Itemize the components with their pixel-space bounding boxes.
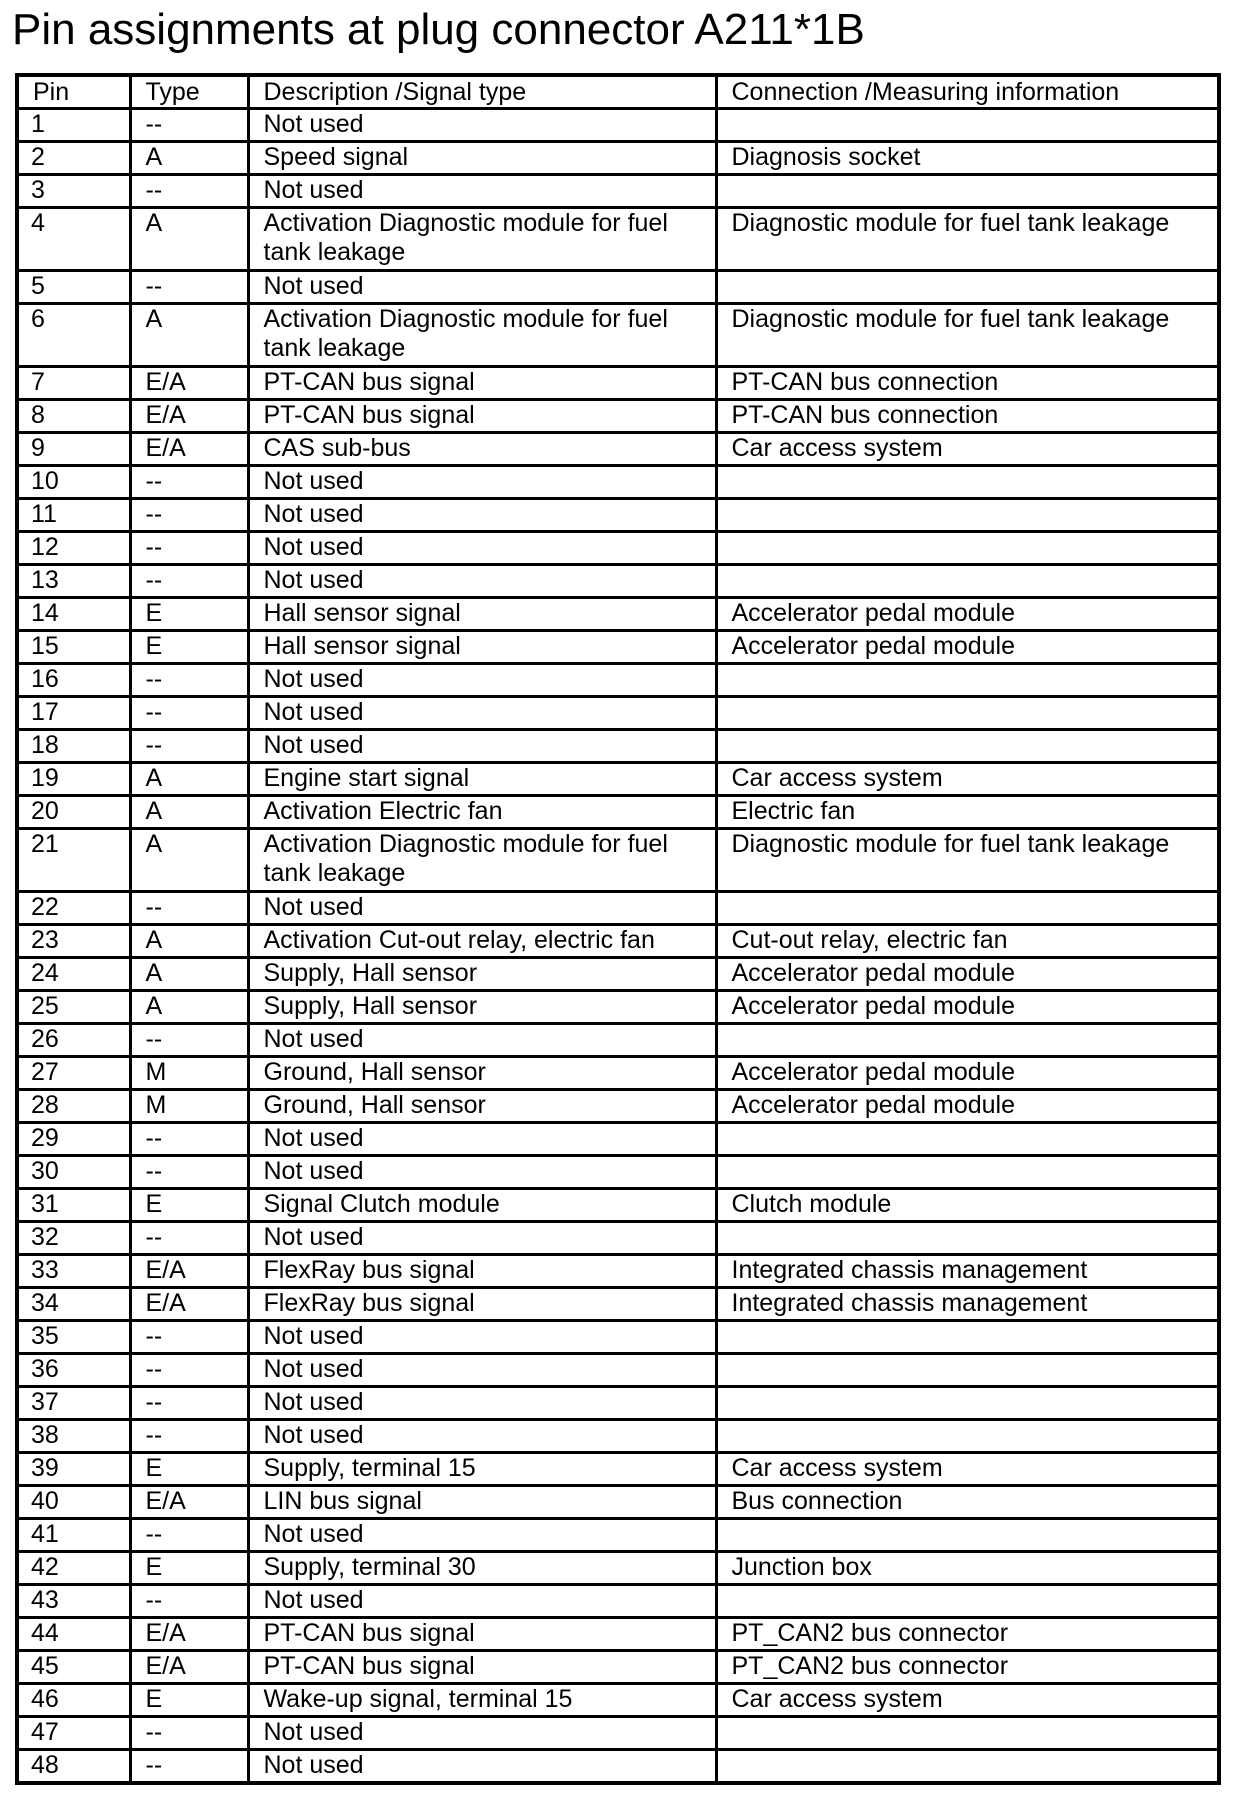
type-cell: --: [130, 532, 248, 565]
pin-cell: 5: [17, 271, 130, 304]
description-cell: Not used: [248, 664, 716, 697]
pin-cell: 25: [17, 991, 130, 1024]
connection-cell: [716, 271, 1219, 304]
pin-cell: 6: [17, 304, 130, 367]
table-row: [17, 796, 1219, 829]
description-cell: Supply, Hall sensor: [248, 958, 716, 991]
type-cell: E/A: [130, 400, 248, 433]
pin-cell: 41: [17, 1519, 130, 1552]
pin-cell: 16: [17, 664, 130, 697]
table-row: [17, 1057, 1219, 1090]
pin-cell: 32: [17, 1222, 130, 1255]
type-cell: E/A: [130, 367, 248, 400]
table-row: [17, 1288, 1219, 1321]
description-cell: Ground, Hall sensor: [248, 1090, 716, 1123]
table-row: [17, 1750, 1219, 1784]
description-cell: Ground, Hall sensor: [248, 1057, 716, 1090]
table-row: [17, 433, 1219, 466]
type-cell: --: [130, 1750, 248, 1784]
connection-cell: [716, 1387, 1219, 1420]
table-row: [17, 565, 1219, 598]
description-cell: PT-CAN bus signal: [248, 400, 716, 433]
header-connection: Connection /Measuring information: [716, 75, 1219, 109]
table-row: [17, 271, 1219, 304]
type-cell: --: [130, 664, 248, 697]
table-body: [17, 109, 1219, 1784]
type-cell: --: [130, 1024, 248, 1057]
connection-cell: [716, 466, 1219, 499]
connection-cell: Junction box: [716, 1552, 1219, 1585]
table-row: [17, 1552, 1219, 1585]
header-description: Description /Signal type: [248, 75, 716, 109]
connection-cell: Car access system: [716, 433, 1219, 466]
description-cell: Wake-up signal, terminal 15: [248, 1684, 716, 1717]
type-cell: --: [130, 1387, 248, 1420]
type-cell: --: [130, 109, 248, 142]
type-cell: --: [130, 1519, 248, 1552]
pin-cell: 11: [17, 499, 130, 532]
connection-cell: Integrated chassis management: [716, 1255, 1219, 1288]
type-cell: E/A: [130, 1486, 248, 1519]
connection-cell: [716, 1420, 1219, 1453]
table-row: [17, 1519, 1219, 1552]
table-row: [17, 499, 1219, 532]
table-row: [17, 1717, 1219, 1750]
type-cell: E/A: [130, 1651, 248, 1684]
description-cell: Not used: [248, 1024, 716, 1057]
table-row: [17, 664, 1219, 697]
description-cell: Not used: [248, 1156, 716, 1189]
pin-cell: 38: [17, 1420, 130, 1453]
connection-cell: [716, 1222, 1219, 1255]
pin-cell: 10: [17, 466, 130, 499]
connection-cell: Car access system: [716, 1453, 1219, 1486]
pin-cell: 26: [17, 1024, 130, 1057]
connection-cell: Accelerator pedal module: [716, 958, 1219, 991]
connection-cell: Accelerator pedal module: [716, 1057, 1219, 1090]
type-cell: --: [130, 1420, 248, 1453]
pin-cell: 4: [17, 208, 130, 271]
header-type: Type: [130, 75, 248, 109]
description-cell: FlexRay bus signal: [248, 1288, 716, 1321]
type-cell: E/A: [130, 433, 248, 466]
pin-cell: 13: [17, 565, 130, 598]
description-cell: Not used: [248, 532, 716, 565]
type-cell: E: [130, 598, 248, 631]
description-cell: Not used: [248, 109, 716, 142]
connection-cell: Diagnostic module for fuel tank leakage: [716, 304, 1219, 367]
type-cell: --: [130, 730, 248, 763]
pin-cell: 17: [17, 697, 130, 730]
connection-cell: [716, 697, 1219, 730]
connection-cell: Accelerator pedal module: [716, 991, 1219, 1024]
table-row: [17, 466, 1219, 499]
description-cell: Not used: [248, 1354, 716, 1387]
description-cell: Not used: [248, 466, 716, 499]
table-row: [17, 400, 1219, 433]
connection-cell: [716, 565, 1219, 598]
table-row: [17, 1618, 1219, 1651]
description-cell: Not used: [248, 1420, 716, 1453]
pin-cell: 36: [17, 1354, 130, 1387]
description-cell: Not used: [248, 1585, 716, 1618]
type-cell: --: [130, 1123, 248, 1156]
table-row: [17, 991, 1219, 1024]
table-row: [17, 367, 1219, 400]
connection-cell: Cut-out relay, electric fan: [716, 925, 1219, 958]
connection-cell: Accelerator pedal module: [716, 1090, 1219, 1123]
table-row: [17, 598, 1219, 631]
connection-cell: Diagnostic module for fuel tank leakage: [716, 208, 1219, 271]
table-row: [17, 1420, 1219, 1453]
connection-cell: PT_CAN2 bus connector: [716, 1618, 1219, 1651]
type-cell: A: [130, 142, 248, 175]
description-cell: PT-CAN bus signal: [248, 1618, 716, 1651]
table-header-row: [17, 75, 1219, 109]
pin-cell: 42: [17, 1552, 130, 1585]
table-row: [17, 829, 1219, 892]
connection-cell: Diagnosis socket: [716, 142, 1219, 175]
type-cell: --: [130, 1222, 248, 1255]
connection-cell: [716, 499, 1219, 532]
pin-cell: 40: [17, 1486, 130, 1519]
pin-cell: 20: [17, 796, 130, 829]
connection-cell: [716, 175, 1219, 208]
connection-cell: [716, 1024, 1219, 1057]
type-cell: --: [130, 1156, 248, 1189]
type-cell: --: [130, 175, 248, 208]
description-cell: Activation Diagnostic module for fuel tank leakage: [248, 304, 716, 367]
pin-cell: 8: [17, 400, 130, 433]
type-cell: A: [130, 958, 248, 991]
pin-cell: 28: [17, 1090, 130, 1123]
type-cell: M: [130, 1090, 248, 1123]
description-cell: Hall sensor signal: [248, 631, 716, 664]
table-row: [17, 1651, 1219, 1684]
pin-cell: 19: [17, 763, 130, 796]
table-row: [17, 730, 1219, 763]
pin-cell: 46: [17, 1684, 130, 1717]
pin-cell: 18: [17, 730, 130, 763]
table-row: [17, 1387, 1219, 1420]
connection-cell: Car access system: [716, 763, 1219, 796]
description-cell: Not used: [248, 1519, 716, 1552]
connection-cell: [716, 1123, 1219, 1156]
connection-cell: Car access system: [716, 1684, 1219, 1717]
type-cell: --: [130, 565, 248, 598]
connection-cell: [716, 664, 1219, 697]
page-title: Pin assignments at plug connector A211*1B: [12, 5, 865, 54]
type-cell: A: [130, 991, 248, 1024]
description-cell: Supply, terminal 30: [248, 1552, 716, 1585]
pin-cell: 47: [17, 1717, 130, 1750]
connection-cell: Diagnostic module for fuel tank leakage: [716, 829, 1219, 892]
type-cell: --: [130, 892, 248, 925]
table-row: [17, 892, 1219, 925]
table-row: [17, 175, 1219, 208]
table-row: [17, 631, 1219, 664]
table-row: [17, 304, 1219, 367]
pin-cell: 7: [17, 367, 130, 400]
pin-cell: 37: [17, 1387, 130, 1420]
connection-cell: Bus connection: [716, 1486, 1219, 1519]
type-cell: A: [130, 796, 248, 829]
description-cell: Not used: [248, 730, 716, 763]
description-cell: Not used: [248, 499, 716, 532]
type-cell: --: [130, 1321, 248, 1354]
pin-cell: 34: [17, 1288, 130, 1321]
connection-cell: PT_CAN2 bus connector: [716, 1651, 1219, 1684]
type-cell: E: [130, 1552, 248, 1585]
connection-cell: [716, 1321, 1219, 1354]
pin-cell: 31: [17, 1189, 130, 1222]
description-cell: Activation Diagnostic module for fuel tank leakage: [248, 829, 716, 892]
description-cell: Activation Electric fan: [248, 796, 716, 829]
description-cell: Not used: [248, 1321, 716, 1354]
header-pin: Pin: [17, 75, 130, 109]
pin-cell: 33: [17, 1255, 130, 1288]
description-cell: Supply, Hall sensor: [248, 991, 716, 1024]
connection-cell: [716, 730, 1219, 763]
connection-cell: [716, 532, 1219, 565]
description-cell: Not used: [248, 271, 716, 304]
table-row: [17, 109, 1219, 142]
description-cell: CAS sub-bus: [248, 433, 716, 466]
type-cell: M: [130, 1057, 248, 1090]
pin-cell: 12: [17, 532, 130, 565]
connection-cell: Accelerator pedal module: [716, 598, 1219, 631]
connection-cell: [716, 892, 1219, 925]
connection-cell: Clutch module: [716, 1189, 1219, 1222]
type-cell: --: [130, 1585, 248, 1618]
table-row: [17, 1156, 1219, 1189]
type-cell: A: [130, 304, 248, 367]
pin-cell: 27: [17, 1057, 130, 1090]
connection-cell: [716, 1354, 1219, 1387]
table-row: [17, 208, 1219, 271]
pin-cell: 22: [17, 892, 130, 925]
description-cell: Not used: [248, 697, 716, 730]
type-cell: E/A: [130, 1255, 248, 1288]
connection-cell: PT-CAN bus connection: [716, 400, 1219, 433]
type-cell: --: [130, 466, 248, 499]
table-row: [17, 925, 1219, 958]
type-cell: E/A: [130, 1288, 248, 1321]
pin-cell: 44: [17, 1618, 130, 1651]
table-row: [17, 1090, 1219, 1123]
type-cell: E: [130, 1189, 248, 1222]
type-cell: A: [130, 763, 248, 796]
description-cell: PT-CAN bus signal: [248, 1651, 716, 1684]
pin-cell: 43: [17, 1585, 130, 1618]
description-cell: Not used: [248, 1717, 716, 1750]
description-cell: Activation Diagnostic module for fuel tank leakage: [248, 208, 716, 271]
pin-cell: 9: [17, 433, 130, 466]
table-row: [17, 763, 1219, 796]
type-cell: E: [130, 1684, 248, 1717]
table-row: [17, 958, 1219, 991]
description-cell: PT-CAN bus signal: [248, 367, 716, 400]
pin-cell: 15: [17, 631, 130, 664]
type-cell: A: [130, 925, 248, 958]
description-cell: Not used: [248, 1387, 716, 1420]
pin-cell: 23: [17, 925, 130, 958]
table-row: [17, 1123, 1219, 1156]
table-row: [17, 1024, 1219, 1057]
connection-cell: Electric fan: [716, 796, 1219, 829]
pin-cell: 24: [17, 958, 130, 991]
type-cell: --: [130, 697, 248, 730]
connection-cell: Integrated chassis management: [716, 1288, 1219, 1321]
table-row: [17, 1585, 1219, 1618]
description-cell: Hall sensor signal: [248, 598, 716, 631]
type-cell: A: [130, 829, 248, 892]
pin-cell: 1: [17, 109, 130, 142]
pin-cell: 21: [17, 829, 130, 892]
connection-cell: PT-CAN bus connection: [716, 367, 1219, 400]
connection-cell: [716, 1717, 1219, 1750]
description-cell: Signal Clutch module: [248, 1189, 716, 1222]
description-cell: Supply, terminal 15: [248, 1453, 716, 1486]
connection-cell: [716, 1585, 1219, 1618]
pin-cell: 48: [17, 1750, 130, 1784]
type-cell: A: [130, 208, 248, 271]
connection-cell: [716, 109, 1219, 142]
pin-cell: 3: [17, 175, 130, 208]
type-cell: E/A: [130, 1618, 248, 1651]
description-cell: Engine start signal: [248, 763, 716, 796]
pin-cell: 29: [17, 1123, 130, 1156]
pin-cell: 14: [17, 598, 130, 631]
description-cell: Not used: [248, 892, 716, 925]
connection-cell: [716, 1750, 1219, 1784]
table-row: [17, 1255, 1219, 1288]
type-cell: --: [130, 499, 248, 532]
table-row: [17, 1189, 1219, 1222]
description-cell: Not used: [248, 1750, 716, 1784]
table-row: [17, 1354, 1219, 1387]
pin-cell: 45: [17, 1651, 130, 1684]
description-cell: Not used: [248, 1123, 716, 1156]
pin-cell: 39: [17, 1453, 130, 1486]
table-row: [17, 142, 1219, 175]
connection-cell: [716, 1156, 1219, 1189]
type-cell: --: [130, 271, 248, 304]
type-cell: --: [130, 1354, 248, 1387]
table-row: [17, 1321, 1219, 1354]
pin-cell: 30: [17, 1156, 130, 1189]
pin-cell: 35: [17, 1321, 130, 1354]
description-cell: Not used: [248, 565, 716, 598]
pin-assignment-table: [15, 73, 1221, 1785]
description-cell: LIN bus signal: [248, 1486, 716, 1519]
description-cell: Speed signal: [248, 142, 716, 175]
description-cell: FlexRay bus signal: [248, 1255, 716, 1288]
description-cell: Not used: [248, 175, 716, 208]
table-row: [17, 1453, 1219, 1486]
table-row: [17, 697, 1219, 730]
connection-cell: Accelerator pedal module: [716, 631, 1219, 664]
type-cell: --: [130, 1717, 248, 1750]
table-row: [17, 1486, 1219, 1519]
type-cell: E: [130, 631, 248, 664]
description-cell: Activation Cut-out relay, electric fan: [248, 925, 716, 958]
connection-cell: [716, 1519, 1219, 1552]
table-row: [17, 1222, 1219, 1255]
pin-cell: 2: [17, 142, 130, 175]
table-row: [17, 532, 1219, 565]
description-cell: Not used: [248, 1222, 716, 1255]
type-cell: E: [130, 1453, 248, 1486]
table-row: [17, 1684, 1219, 1717]
